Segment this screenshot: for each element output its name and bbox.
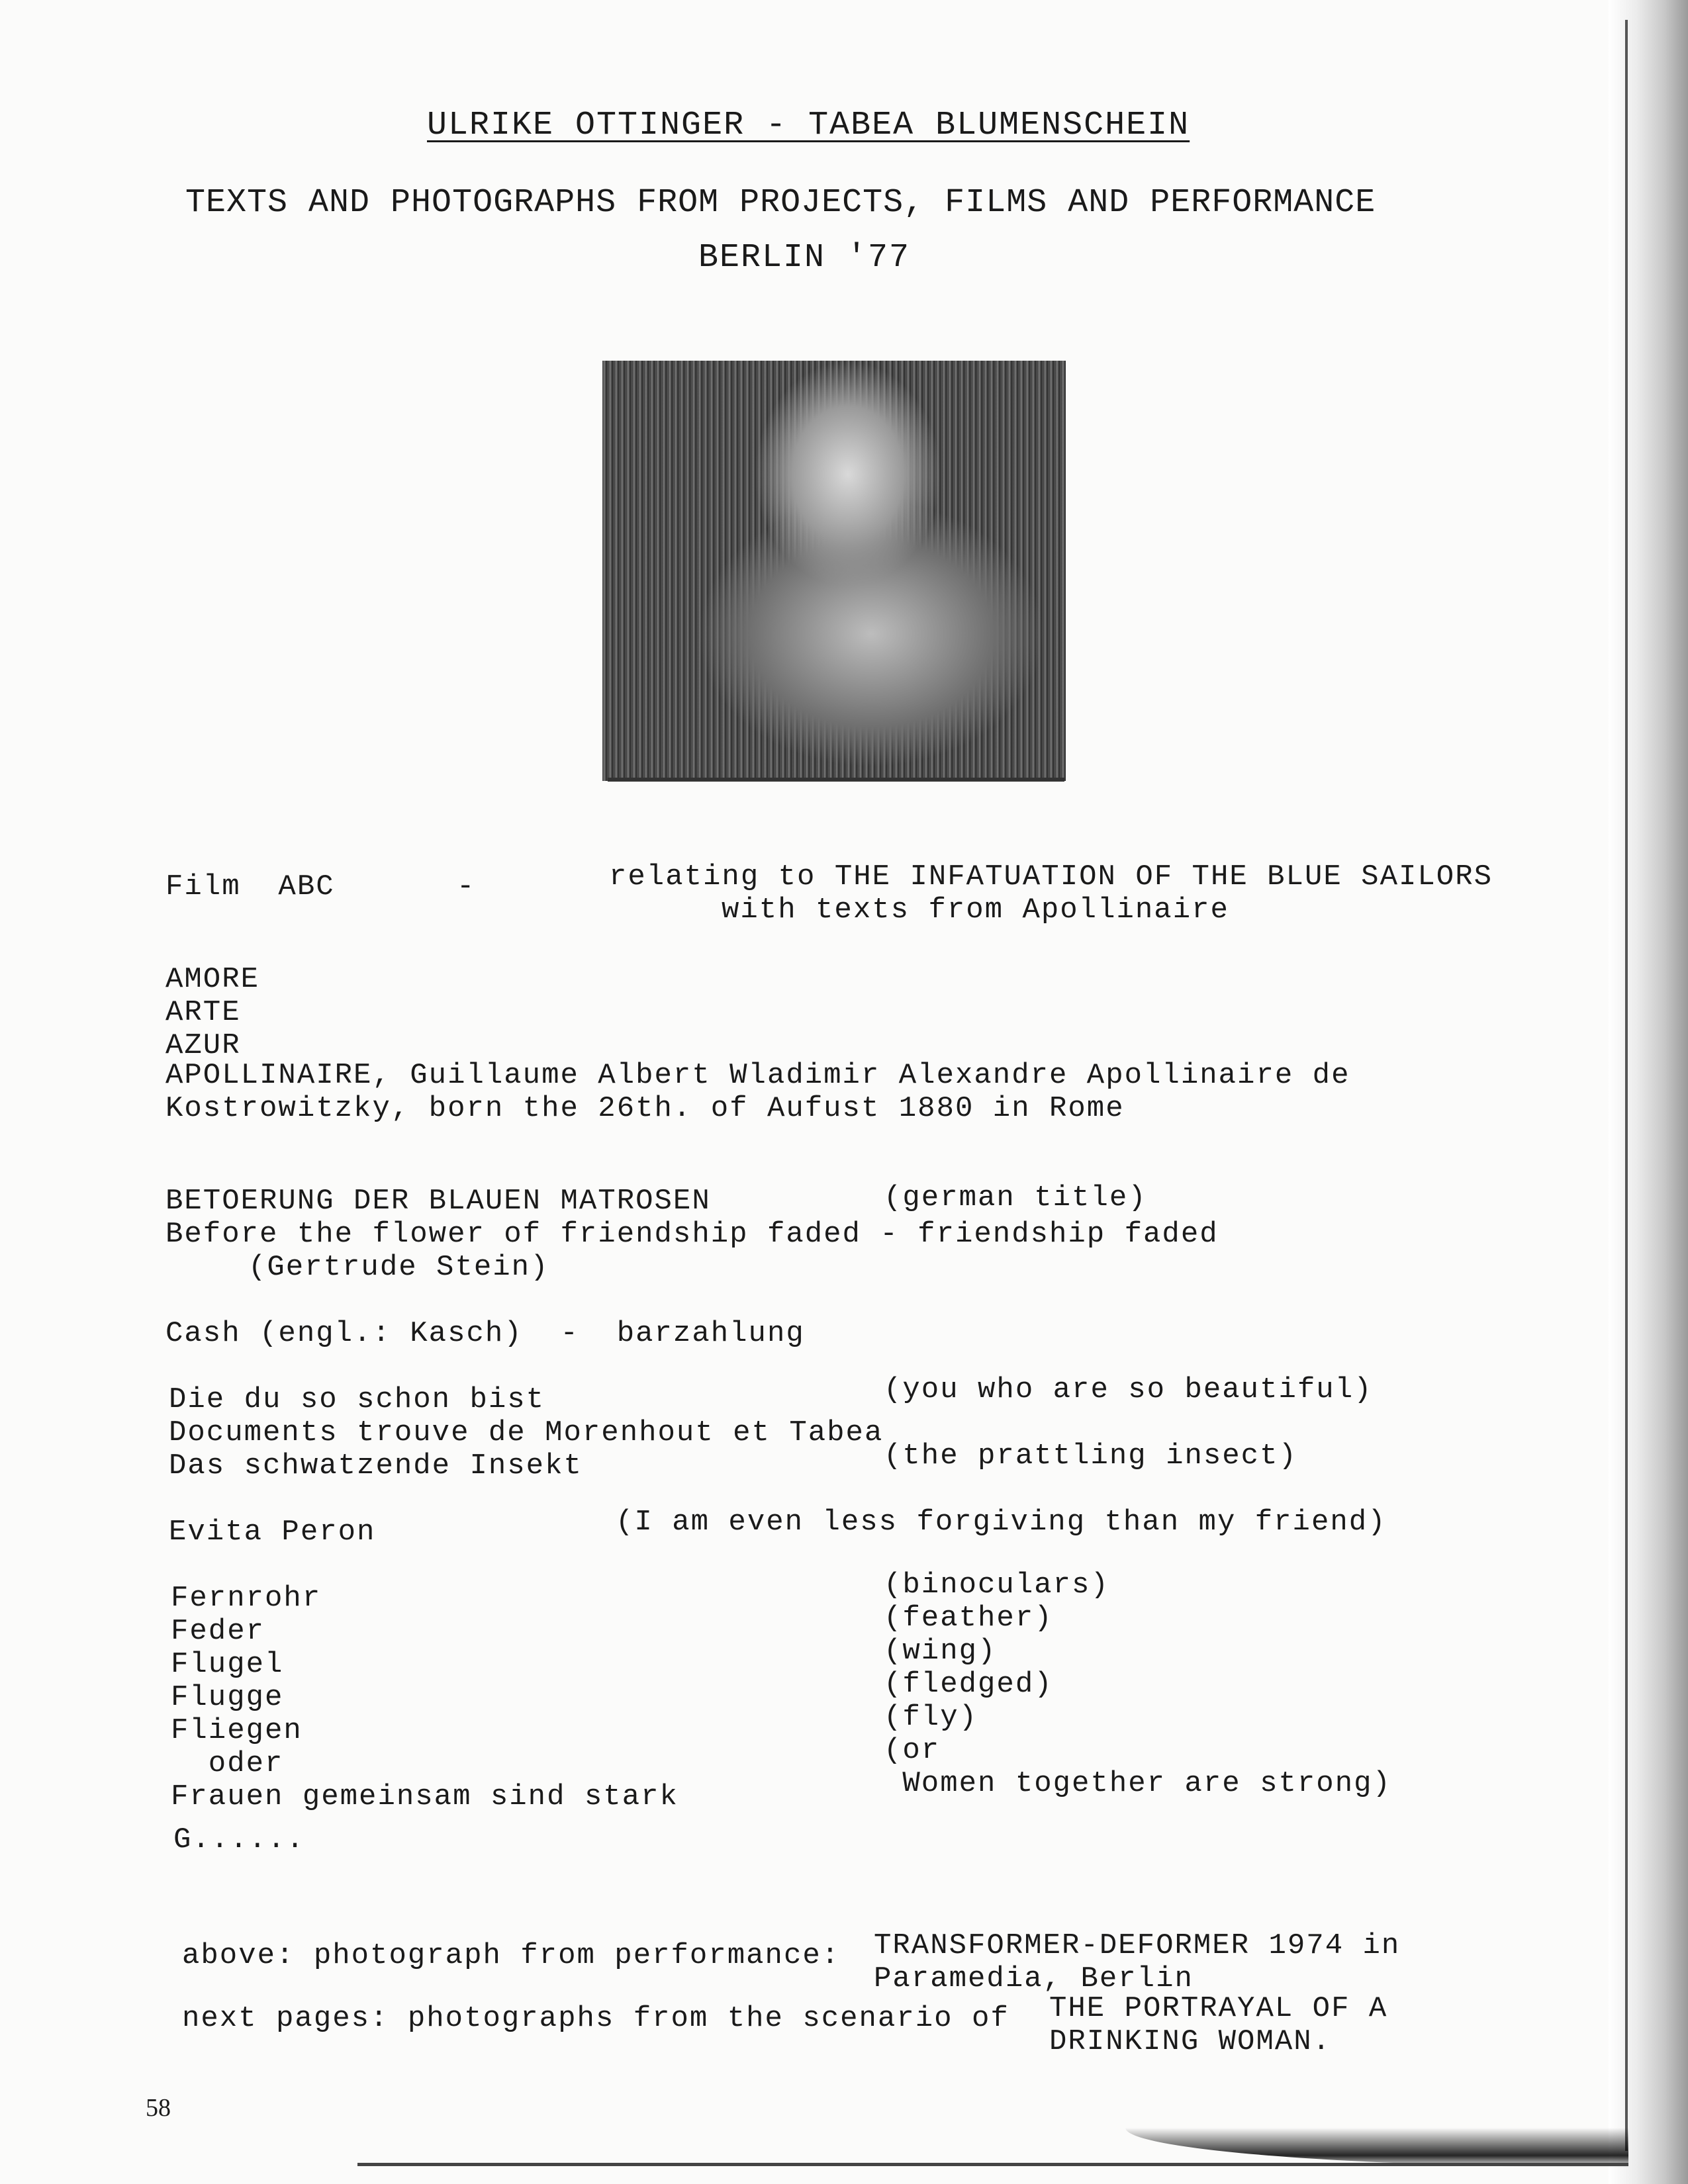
word-de-4: Fliegen: [171, 1714, 303, 1747]
film-texts: with texts from Apollinaire: [722, 893, 1229, 927]
word-de-5: oder: [171, 1747, 284, 1780]
entry-die-du-trans: (you who are so beautiful): [884, 1373, 1373, 1406]
word-en-3: (fledged): [884, 1668, 1053, 1701]
word-en-5: (or: [884, 1734, 941, 1767]
entry-amore: AMORE: [165, 963, 260, 996]
photo-border: [608, 778, 1064, 782]
entry-das-trans: (the prattling insect): [884, 1439, 1297, 1473]
film-relating: relating to THE INFATUATION OF THE BLUE SAILORS: [609, 860, 1493, 893]
bottom-rule: [357, 2163, 1628, 2166]
entry-evita: Evita Peron: [169, 1516, 376, 1549]
entry-die-du: Die du so schon bist: [169, 1383, 545, 1416]
film-label: Film ABC: [165, 870, 335, 903]
page-subtitle: TEXTS AND PHOTOGRAPHS FROM PROJECTS, FILMS AND PERFORMANCE: [185, 184, 1376, 222]
caption-next-value-1: THE PORTRAYAL OF A: [1049, 1992, 1388, 2025]
page-title: ULRIKE OTTINGER - TABEA BLUMENSCHEIN: [427, 107, 1190, 144]
word-en-4: (fly): [884, 1701, 978, 1734]
caption-next-label: next pages: photographs from the scenario of: [182, 2002, 1009, 2035]
entry-apollinaire-2: Kostrowitzky, born the 26th. of Aufust 1880 in Rome: [165, 1092, 1125, 1125]
caption-next-value-2: DRINKING WOMAN.: [1049, 2025, 1332, 2058]
entry-g: G......: [173, 1823, 305, 1856]
word-de-2: Flugel: [171, 1648, 284, 1681]
entry-betoerung: BETOERUNG DER BLAUEN MATROSEN: [165, 1185, 711, 1218]
entry-documents: Documents trouve de Morenhout et Tabea: [169, 1416, 884, 1449]
entry-das: Das schwatzende Insekt: [169, 1449, 583, 1482]
spine-line: [1625, 20, 1628, 2151]
word-de-6: Frauen gemeinsam sind stark: [171, 1780, 679, 1813]
entry-gertrude: (Gertrude Stein): [248, 1251, 549, 1284]
word-en-2: (wing): [884, 1635, 997, 1668]
entry-cash: Cash (engl.: Kasch) - barzahlung: [165, 1317, 805, 1350]
entry-before-flower: Before the flower of friendship faded - friendship faded: [165, 1218, 1219, 1251]
caption-above-label: above: photograph from performance:: [182, 1939, 841, 1972]
caption-above-value-2: Paramedia, Berlin: [874, 1962, 1194, 1995]
entry-german-title: (german title): [884, 1181, 1147, 1214]
caption-above-value-1: TRANSFORMER-DEFORMER 1974 in: [874, 1929, 1401, 1962]
page-curl-shadow: [1125, 2128, 1628, 2167]
book-spine-shadow: [1609, 0, 1688, 2184]
word-en-6: Women together are strong): [884, 1767, 1391, 1800]
word-de-3: Flugge: [171, 1681, 284, 1714]
entry-evita-trans: (I am even less forgiving than my friend): [616, 1506, 1387, 1539]
entry-apollinaire-1: APOLLINAIRE, Guillaume Albert Wladimir Alexandre Apollinaire de: [165, 1059, 1350, 1092]
film-dash: -: [457, 870, 476, 903]
page-number: 58: [146, 2094, 171, 2122]
word-en-1: (feather): [884, 1602, 1053, 1635]
word-de-0: Fernrohr: [171, 1582, 322, 1615]
word-de-1: Feder: [171, 1615, 265, 1648]
place-year: BERLIN '77: [698, 239, 911, 277]
entry-arte: ARTE: [165, 996, 241, 1029]
word-en-0: (binoculars): [884, 1569, 1109, 1602]
entry-azur: AZUR: [165, 1029, 241, 1062]
performance-photo: [602, 361, 1066, 781]
